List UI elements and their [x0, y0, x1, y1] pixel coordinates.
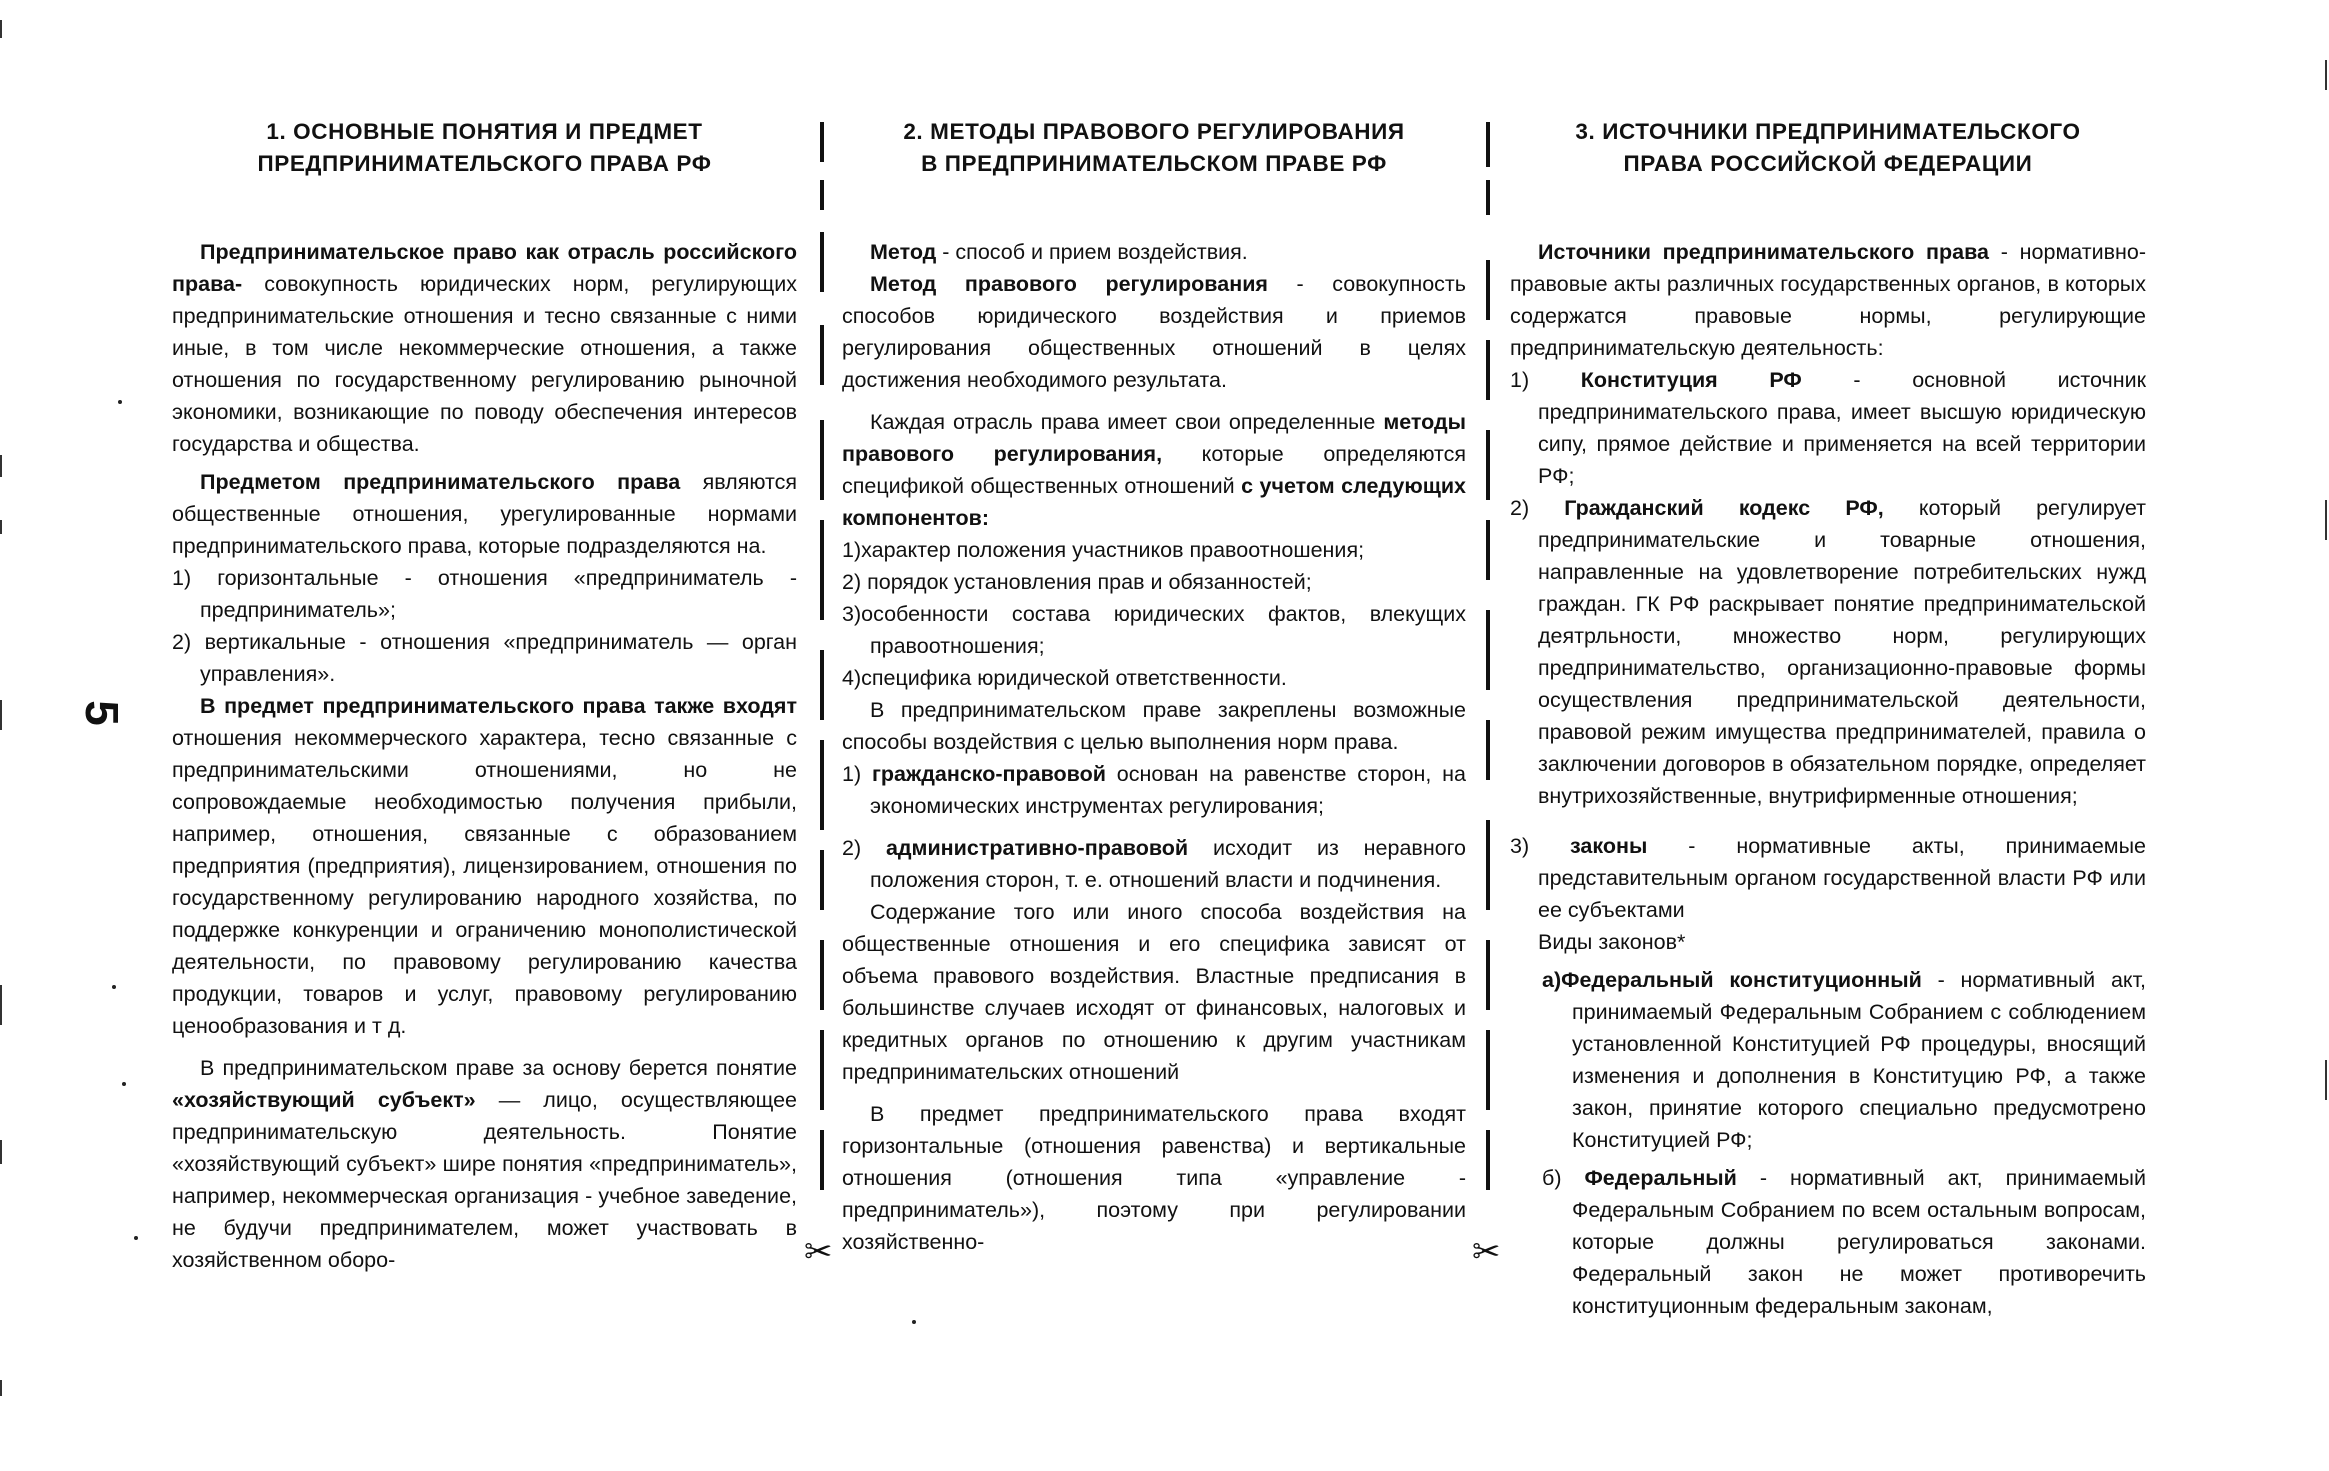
scan-mark: [0, 455, 2, 477]
paragraph: Метод правового регулирования - совокупность способов юридического воздействия и приемов регулирования общественных отношений в целях достижения необходимого результата.: [842, 272, 1466, 392]
column-divider: [820, 650, 824, 720]
list-item: 1) горизонтальные - отношения «предприниматель - предприниматель»;: [172, 566, 797, 622]
column-divider: [1486, 720, 1490, 780]
column-divider: [820, 740, 824, 830]
list-item: 2) административно-правовой исходит из неравного положения сторон, т. е. отношений власти и подчинения.: [842, 836, 1466, 892]
scissors-icon: ✂: [1472, 1233, 1501, 1271]
column-divider: [1486, 260, 1490, 320]
scan-mark: [2325, 500, 2327, 540]
column-1-title: 1. ОСНОВНЫЕ ПОНЯТИЯ И ПРЕДМЕТ ПРЕДПРИНИМАТЕЛЬСКОГО ПРАВА РФ: [257, 119, 712, 176]
column-divider: [1486, 520, 1490, 580]
column-divider: [1486, 122, 1490, 167]
column-divider: [1486, 430, 1490, 500]
column-1: [172, 116, 797, 1276]
column-divider: [820, 180, 824, 210]
scan-dot: [912, 1320, 916, 1324]
scan-mark: [0, 520, 2, 534]
list-item: 4)специфика юридической ответственности.: [842, 666, 1287, 690]
list-item: 3)особенности состава юридических фактов, влекущих правоотношения;: [842, 602, 1466, 658]
scan-mark: [2325, 60, 2327, 90]
page-number: 5: [76, 700, 128, 726]
column-divider: [1486, 820, 1490, 910]
column-divider: [1486, 1030, 1490, 1110]
scan-dot: [134, 1236, 138, 1240]
paragraph: Источники предпринимательского права - нормативно-правовые акты различных государственных органов, в которых содержатся правовые нормы, регулирующие предпринимательскую деятельность:: [1510, 240, 2146, 360]
column-2: [842, 116, 1466, 1258]
scan-mark: [0, 985, 2, 1025]
scan-mark: [0, 20, 2, 38]
column-divider: [820, 520, 824, 620]
paragraph: Каждая отрасль права имеет свои определенные методы правового регулирования, которые определяются спецификой общественных отношений с учетом следующих компонентов:: [842, 410, 1467, 530]
column-divider: [1486, 340, 1490, 400]
list-item: 1)характер положения участников правоотношения;: [842, 538, 1365, 562]
column-divider: [820, 850, 824, 910]
scissors-icon: ✂: [804, 1233, 833, 1271]
column-3-title: 3. ИСТОЧНИКИ ПРЕДПРИНИМАТЕЛЬСКОГО ПРАВА РОССИЙСКОЙ ФЕДЕРАЦИИ: [1575, 119, 2081, 176]
column-divider: [1486, 940, 1490, 1010]
column-divider: [820, 122, 824, 162]
paragraph: В предпринимательском праве за основу берется понятие «хозяйствующий субъект» — лицо, осуществляющее предпринимательскую деятельность. Понятие «хозяйствующий субъект» шире понятия «предприниматель», например, некоммерческая организация - учебное заведение, не будучи предпринимателем, может участвовать в хозяйственном оборо-: [172, 1056, 797, 1272]
subheading: Виды законов*: [1538, 930, 1686, 954]
list-item: 2) порядок установления прав и обязанностей;: [842, 570, 1312, 594]
column-divider: [820, 940, 824, 1010]
paragraph: Предпринимательское право как отрасль российского права- совокупность юридических норм, регулирующих предпринимательские отношения и тесно связанные с ними иные, в том числе некоммерческие отношения, а также отношения по государственному регулированию рыночной экономики, возникающие по поводу обеспечения интересов государства и общества.: [172, 240, 797, 456]
scan-dot: [122, 1082, 126, 1086]
column-divider: [1486, 610, 1490, 690]
list-item: 1) Конституция РФ - основной источник предпринимательского права, имеет высшую юридическую сипу, прямое действие и применяется на всей территории РФ;: [1510, 368, 2146, 488]
paragraph: В предмет предпринимательского права также входят отношения некоммерческого характера, тесно связанные с предпринимательскими отношениями, но не сопровождаемые необходимостью получения прибыли, например, отношения, связанные с образованием предприятия (предприятия), лицензированием, отношения по государственному регулированию народного хозяйства, по поддержке конкуренции и ограничению монополистической деятельности, по правовому регулированию качества продукции, товаров и услуг, правовому регулированию ценообразования и т д.: [172, 694, 797, 1038]
paragraph: Метод - способ и прием воздействия.: [870, 240, 1248, 264]
column-divider: [820, 325, 824, 385]
paragraph: В предпринимательском праве закреплены возможные способы воздействия с целью выполнения норм права.: [842, 698, 1466, 754]
column-2-title: 2. МЕТОДЫ ПРАВОВОГО РЕГУЛИРОВАНИЯ В ПРЕДПРИНИМАТЕЛЬСКОМ ПРАВЕ РФ: [903, 119, 1405, 176]
scan-mark: [0, 700, 2, 730]
column-divider: [820, 232, 824, 292]
paragraph: Содержание того или иного способа воздействия на общественные отношения и его специфика зависят от объема правового воздействия. Властные предписания в большинстве случаев исходят от финансовых, налоговых и кредитных органов по отношению к другим участникам предпринимательских отношений: [842, 900, 1466, 1084]
list-item: б) Федеральный - нормативный акт, принимаемый Федеральным Собранием по всем остальным вопросам, которые должны регулироваться законами. Федеральный закон не может противоречить конституционным федеральным законам,: [1542, 1166, 2147, 1318]
column-3: [1510, 116, 2146, 1322]
column-divider: [820, 1130, 824, 1190]
paragraph: В предмет предпринимательского права входят горизонтальные (отношения равенства) и вертикальные отношения (отношения типа «управление - предприниматель»), поэтому при регулировании хозяйственно-: [842, 1102, 1466, 1254]
column-divider: [1486, 180, 1490, 215]
list-item: 1) гражданско-правовой основан на равенстве сторон, на экономических инструментах регулирования;: [842, 762, 1467, 818]
scan-mark: [0, 1380, 2, 1396]
paragraph: Предметом предпринимательского права являются общественные отношения, урегулированные нормами предпринимательского права, которые подразделяются на.: [172, 470, 797, 558]
column-divider: [820, 1030, 824, 1110]
scan-mark: [0, 1140, 2, 1164]
column-divider: [820, 420, 824, 500]
scan-dot: [112, 985, 116, 989]
list-item: 2) вертикальные - отношения «предприниматель — орган управления».: [172, 630, 797, 686]
list-item: 2) Гражданский кодекс РФ, который регулирует предпринимательские и товарные отношения, направленные на удовлетворение потребительских нужд граждан. ГК РФ раскрывает понятие предпринимательской деятрльности, множество норм, регулирующих предпринимательство, организационно-правовые формы осуществления предпринимательской деятельности, правовой режим имущества предпринимателей, правила о заключении договоров в обязательном порядке, определяет внутрихозяйственные, внутрифирменные отношения;: [1510, 496, 2147, 808]
list-item: а)Федеральный конституционный - нормативный акт, принимаемый Федеральным Собранием с соблюдением установленной Конституцией РФ процедуры, вносящий изменения и дополнения в Конституцию РФ, а также закон, принятие которого специально предусмотрено Конституцией РФ;: [1542, 968, 2147, 1152]
scan-dot: [118, 400, 122, 404]
column-divider: [1486, 1130, 1490, 1190]
scan-mark: [2325, 1060, 2327, 1100]
list-item: 3) законы - нормативные акты, принимаемые представительным органом государственной власти РФ или ее субъектами: [1510, 834, 2147, 922]
